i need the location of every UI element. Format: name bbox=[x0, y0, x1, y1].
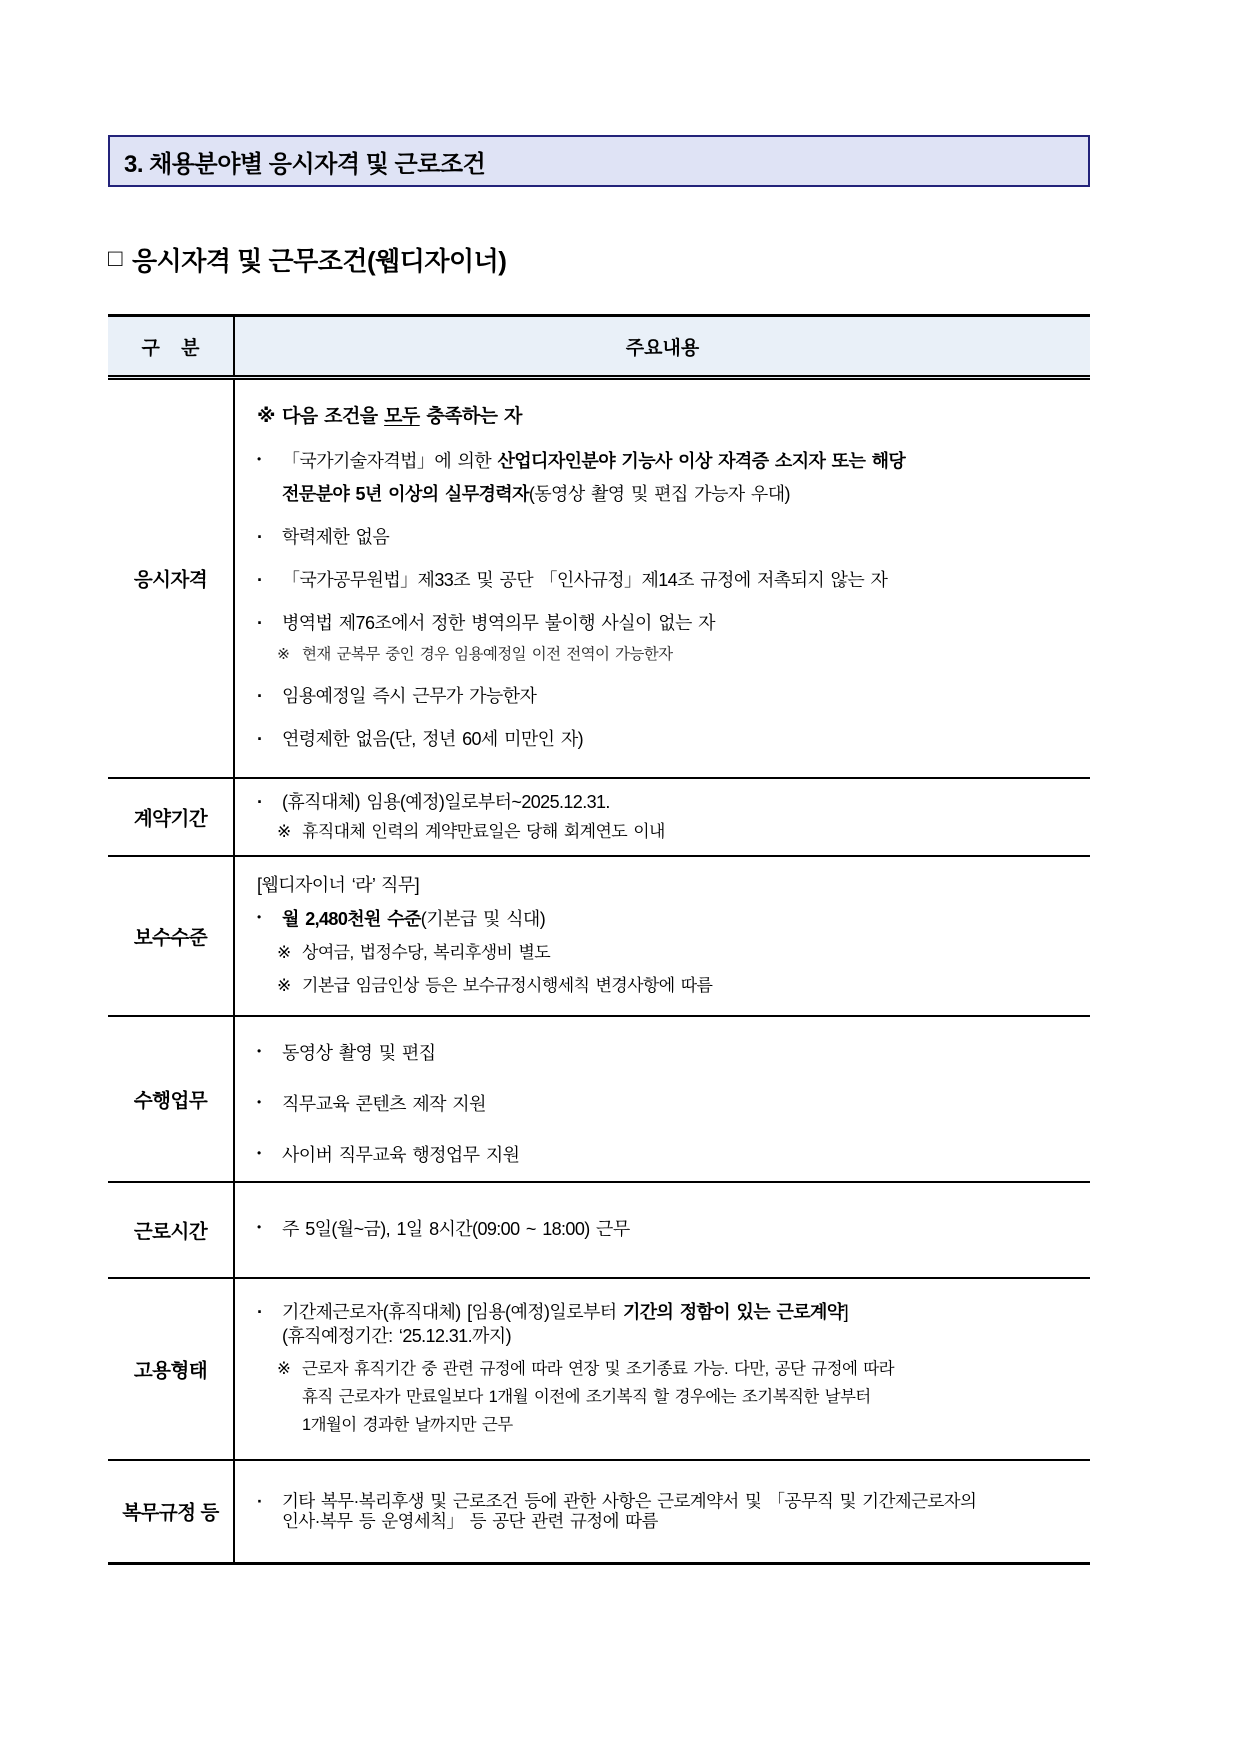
bullet-icon: • bbox=[257, 910, 261, 925]
text-segment: 기본급 임금인상 등은 보수규정시행세칙 변경사항에 따름 bbox=[302, 976, 713, 996]
row-label: 복무규정 등 bbox=[108, 1460, 234, 1564]
content-line bbox=[255, 1217, 1076, 1242]
content-line bbox=[255, 820, 1076, 844]
text-segment: 연령제한 없음(단, 정년 60세 미만인 자) bbox=[282, 729, 584, 750]
section-title-box bbox=[108, 135, 1090, 187]
reference-mark-icon: ※ bbox=[257, 405, 275, 427]
table-row bbox=[108, 1016, 1090, 1182]
column-header-details: 주요내용 bbox=[234, 316, 1090, 378]
text-segment: 병역법 제76조에서 정한 병역의무 불이행 사실이 없는 자 bbox=[282, 613, 715, 634]
content-line bbox=[255, 727, 1076, 752]
dot-icon: · bbox=[257, 729, 263, 750]
text-segment: 학력제한 없음 bbox=[282, 526, 390, 547]
text-segment: 현재 군복무 중인 경우 임용예정일 이전 전역이 가능한자 bbox=[302, 646, 673, 664]
text-segment: 다음 조건을 bbox=[282, 405, 385, 427]
text-segment: 1개월이 경과한 날까지만 근무 bbox=[302, 1416, 513, 1435]
table-row bbox=[108, 1460, 1090, 1564]
table-row bbox=[108, 856, 1090, 1016]
row-content bbox=[234, 378, 1090, 778]
text-segment: 전문분야 5년 이상의 실무경력자 bbox=[282, 483, 529, 504]
content-line bbox=[255, 1092, 1076, 1117]
subsection-heading bbox=[108, 241, 1090, 278]
text-segment: 「국가공무원법」제33조 및 공단 「인사규정」제14조 규정에 저촉되지 않는 자 bbox=[282, 570, 888, 591]
content-line bbox=[255, 1509, 1076, 1534]
text-segment: 인사·복무 등 운영세칙」 등 공단 관련 규정에 따름 bbox=[282, 1511, 658, 1532]
dot-icon: · bbox=[257, 526, 263, 547]
content-line bbox=[255, 1143, 1076, 1168]
table-row bbox=[108, 778, 1090, 856]
row-content bbox=[234, 1278, 1090, 1460]
dot-icon: · bbox=[257, 791, 263, 812]
reference-mark-icon: ※ bbox=[277, 1360, 291, 1379]
text-segment: 휴직대체 인력의 계약만료일은 당해 회계연도 이내 bbox=[302, 821, 665, 841]
bullet-icon: • bbox=[257, 1219, 261, 1234]
content-line bbox=[255, 449, 1076, 474]
bullet-icon: • bbox=[257, 1145, 261, 1160]
bullet-icon: • bbox=[257, 451, 261, 466]
text-segment: 임용예정일 즉시 근무가 가능한자 bbox=[282, 686, 537, 707]
text-segment: 상여금, 법정수당, 복리후생비 별도 bbox=[302, 943, 551, 963]
content-line bbox=[255, 941, 1076, 965]
text-segment: ] bbox=[843, 1301, 849, 1322]
section-title: 3. 채용분야별 응시자격 및 근로조건 bbox=[124, 150, 486, 178]
conditions-table bbox=[108, 314, 1090, 1565]
text-segment: (휴직대체) 임용(예정)일로부터~2025.12.31. bbox=[282, 791, 610, 812]
row-label: 수행업무 bbox=[108, 1016, 234, 1182]
table-row bbox=[108, 1182, 1090, 1278]
content-line bbox=[255, 1414, 1076, 1437]
content-line bbox=[255, 644, 1076, 666]
text-segment: (휴직예정기간: ‘25.12.31.까지) bbox=[282, 1325, 511, 1346]
content-line bbox=[255, 1300, 1076, 1325]
dot-icon: · bbox=[257, 1490, 263, 1511]
bullet-icon: • bbox=[257, 1094, 261, 1109]
document-body bbox=[108, 135, 1090, 1565]
reference-mark-icon: ※ bbox=[277, 646, 290, 664]
content-line bbox=[255, 1358, 1076, 1381]
text-segment: 동영상 촬영 및 편집 bbox=[282, 1042, 436, 1063]
content-line bbox=[255, 482, 1076, 507]
table-row bbox=[108, 378, 1090, 778]
dot-icon: · bbox=[257, 686, 263, 707]
content-line bbox=[255, 568, 1076, 593]
text-segment: 충족하는 자 bbox=[419, 405, 522, 427]
reference-mark-icon: ※ bbox=[277, 943, 291, 963]
content-line bbox=[255, 1324, 1076, 1349]
square-bullet-icon: □ bbox=[108, 244, 122, 272]
text-segment: 「국가기술자격법」에 의한 bbox=[282, 450, 498, 471]
content-line bbox=[255, 404, 1076, 431]
content-line bbox=[255, 873, 1076, 898]
row-label: 응시자격 bbox=[108, 378, 234, 778]
content-line bbox=[255, 1041, 1076, 1066]
content-line bbox=[255, 611, 1076, 636]
table-row bbox=[108, 1278, 1090, 1460]
row-content bbox=[234, 778, 1090, 856]
row-label: 계약기간 bbox=[108, 778, 234, 856]
row-content bbox=[234, 1016, 1090, 1182]
text-segment: 기타 복무·복리후생 및 근로조건 등에 관한 사항은 근로계약서 및 「공무직 및 기간제근로자의 bbox=[282, 1490, 977, 1511]
row-label: 보수수준 bbox=[108, 856, 234, 1016]
table-header-row bbox=[108, 316, 1090, 378]
text-segment: 직무교육 콘텐츠 제작 지원 bbox=[282, 1093, 486, 1114]
content-line bbox=[255, 790, 1076, 815]
text-segment: [웹디자이너 ‘라’ 직무] bbox=[257, 875, 420, 896]
content-line bbox=[255, 974, 1076, 998]
subsection-title: 응시자격 및 근무조건(웹디자이너) bbox=[132, 246, 507, 276]
text-segment: 모두 bbox=[384, 405, 420, 427]
text-segment: 휴직 근로자가 만료일보다 1개월 이전에 조기복직 할 경우에는 조기복직한 날부터 bbox=[302, 1388, 871, 1407]
content-line bbox=[255, 907, 1076, 932]
text-segment: 사이버 직무교육 행정업무 지원 bbox=[282, 1144, 520, 1165]
text-segment: 기간제근로자(휴직대체) [임용(예정)일로부터 bbox=[282, 1301, 623, 1322]
bullet-icon: • bbox=[257, 1043, 261, 1058]
text-segment: 주 5일(월~금), 1일 8시간(09:00 ~ 18:00) 근무 bbox=[282, 1218, 630, 1239]
text-segment: 월 2,480천원 수준 bbox=[282, 909, 421, 930]
content-line bbox=[255, 1386, 1076, 1409]
row-label: 근로시간 bbox=[108, 1182, 234, 1278]
text-segment: (기본급 및 식대) bbox=[420, 909, 546, 930]
row-label: 고용형태 bbox=[108, 1278, 234, 1460]
dot-icon: · bbox=[257, 613, 263, 634]
row-content bbox=[234, 1182, 1090, 1278]
dot-icon: · bbox=[257, 1301, 263, 1322]
table-body bbox=[108, 378, 1090, 1564]
row-content bbox=[234, 856, 1090, 1016]
content-line bbox=[255, 525, 1076, 550]
text-segment: (동영상 촬영 및 편집 가능자 우대) bbox=[528, 483, 790, 504]
text-segment: 산업디자인분야 기능사 이상 자격증 소지자 또는 해당 bbox=[497, 450, 906, 471]
text-segment: 근로자 휴직기간 중 관련 규정에 따라 연장 및 조기종료 가능. 다만, 공단 규정에 따라 bbox=[302, 1360, 894, 1379]
content-line bbox=[255, 684, 1076, 709]
row-content bbox=[234, 1460, 1090, 1564]
column-header-category: 구 분 bbox=[108, 316, 234, 378]
text-segment: 기간의 정함이 있는 근로계약 bbox=[622, 1301, 844, 1322]
reference-mark-icon: ※ bbox=[277, 976, 291, 996]
reference-mark-icon: ※ bbox=[277, 821, 291, 841]
dot-icon: · bbox=[257, 570, 263, 591]
